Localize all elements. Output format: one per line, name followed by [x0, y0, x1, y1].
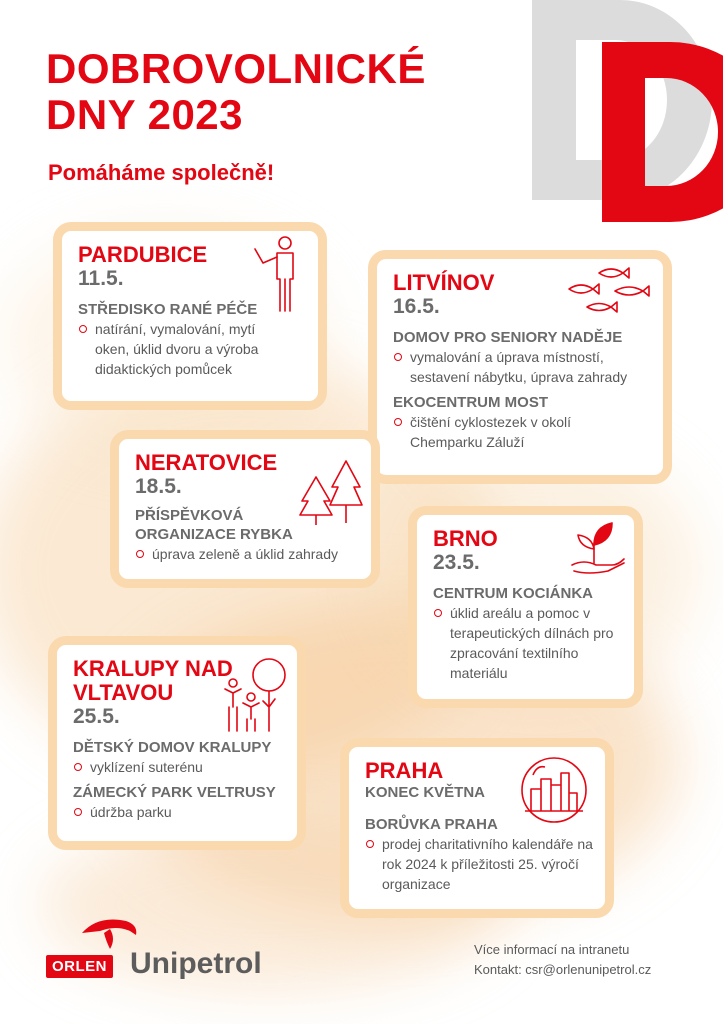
event-card-praha [340, 738, 614, 918]
event-organization: EKOCENTRUM MOST [393, 394, 548, 411]
event-card-neratovice [110, 430, 380, 588]
event-organization: STŘEDISKO RANÉ PÉČE [78, 301, 258, 318]
event-card-litvinov [368, 250, 672, 484]
event-organization: PŘÍSPĚVKOVÁ ORGANIZACE RYBKA [135, 507, 293, 543]
event-organization: CENTRUM KOCIÁNKA [433, 585, 593, 602]
fish-icon [565, 265, 655, 315]
event-date: 25.5. [73, 705, 120, 728]
orlen-unipetrol-logo [46, 915, 286, 985]
city-icon [519, 755, 589, 825]
event-activity: úklid areálu a pomoc v terapeutických dílnách pro zpracování textilního materiálu [433, 603, 633, 683]
event-city: BRNO [433, 526, 498, 551]
event-date: 18.5. [135, 475, 182, 498]
event-date: 11.5. [78, 267, 124, 290]
event-activity: úprava zeleně a úklid zahrady [135, 544, 355, 564]
intranet-info: Více informací na intranetu [474, 942, 630, 957]
plant-hand-icon [567, 519, 629, 579]
event-city: PRAHA [365, 758, 444, 783]
teacher-icon [252, 233, 304, 313]
event-card-brno [408, 506, 643, 708]
event-date: 16.5. [393, 295, 440, 318]
event-organization: BORŮVKA PRAHA [365, 816, 498, 833]
event-card-kralupy [48, 636, 306, 850]
event-activity: prodej charitativního kalendáře na rok 2024 k příležitosti 25. výročí organizace [365, 834, 601, 894]
page-title: DOBROVOLNICKÉ DNY 2023 [46, 45, 426, 138]
event-activity: čištění cyklostezek v okolí Chemparku Záluží [393, 412, 647, 452]
orlen-logo-text: ORLEN [46, 955, 113, 978]
unipetrol-logo-text: Unipetrol [130, 947, 262, 980]
orlen-eagle-logo [80, 915, 140, 951]
event-activity: vymalování a úprava místností, sestavení nábytku, úprava zahrady [393, 347, 647, 387]
event-activity: vyklízení suterénu [73, 757, 281, 777]
event-organization: DĚTSKÝ DOMOV KRALUPY [73, 739, 272, 756]
event-date: 23.5. [433, 551, 480, 574]
event-card-pardubice [53, 222, 327, 410]
event-activity: údržba parku [73, 802, 281, 822]
event-activity: natírání, vymalování, mytí oken, úklid dvoru a výroba didaktických pomůcek [78, 319, 288, 379]
event-city: PARDUBICE [78, 242, 208, 267]
event-city: NERATOVICE [135, 450, 278, 475]
page-subtitle: Pomáháme společně! [48, 160, 275, 185]
event-city: LITVÍNOV [393, 270, 495, 295]
family-tree-icon [219, 653, 289, 733]
contact-email: Kontakt: csr@orlenunipetrol.cz [474, 962, 652, 977]
event-organization: DOMOV PRO SENIORY NADĚJE [393, 329, 623, 346]
event-organization: ZÁMECKÝ PARK VELTRUSY [73, 784, 276, 801]
double-d-decoration [520, 0, 723, 222]
contact-info [474, 940, 651, 980]
trees-icon [297, 457, 369, 527]
event-city: KRALUPY NAD VLTAVOU [73, 656, 233, 705]
event-date: KONEC KVĚTNA [365, 784, 486, 801]
